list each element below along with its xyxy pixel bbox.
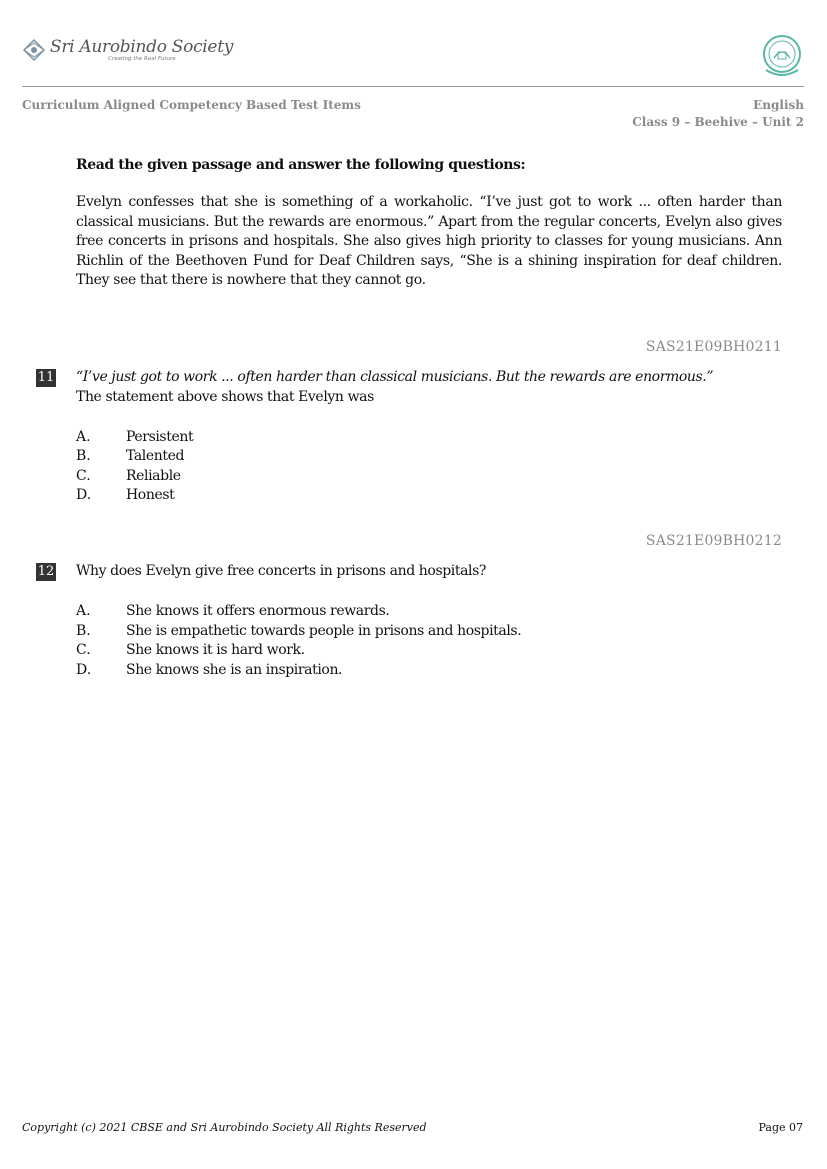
school-emblem-icon — [760, 34, 804, 82]
option-letter: D. — [76, 662, 92, 678]
option-letter: B. — [76, 448, 91, 464]
option-text: She knows she is an inspiration. — [126, 662, 343, 678]
header-divider — [22, 86, 804, 87]
option-text: Talented — [126, 448, 185, 464]
document-series-title: Curriculum Aligned Competency Based Test Items — [22, 98, 361, 112]
question-stem: The statement above shows that Evelyn was — [76, 389, 374, 405]
brand-tagline: Creating the Real Future — [108, 56, 176, 62]
option-text: Reliable — [126, 468, 181, 484]
question-number-badge: 11 — [37, 370, 55, 385]
reading-passage: Evelyn confesses that she is something of a workaholic. “I’ve just got to work ... often harder than classical musicians. But the rewards are enormous.” Apart from the regular concerts, Evelyn also gives free concerts in prisons and hospitals. She also gives high priority to classes for young musicians. Ann Richlin of the Beethoven Fund for Deaf Children says, “She is a shining inspiration for deaf children. They see that there is nowhere that they cannot go. — [76, 194, 782, 288]
option-text: She knows it is hard work. — [126, 642, 305, 658]
question-number-badge: 12 — [37, 564, 55, 579]
option-letter: C. — [76, 468, 91, 484]
school-emblem-logo — [760, 34, 804, 82]
option-letter: B. — [76, 623, 91, 639]
option-letter: D. — [76, 487, 92, 503]
option-text: She is empathetic towards people in prisons and hospitals. — [126, 623, 522, 639]
option-text: She knows it offers enormous rewards. — [126, 603, 390, 619]
sri-aurobindo-society-seal-icon — [22, 38, 46, 62]
page-number: Page 07 — [758, 1121, 803, 1134]
question-quote: “I’ve just got to work ... often harder than classical musicians. But the rewards are enormous.” — [76, 369, 714, 385]
question-code: SAS21E09BH0211 — [645, 339, 782, 355]
question-stem: Why does Evelyn give free concerts in prisons and hospitals? — [76, 563, 487, 579]
sri-aurobindo-society-logo — [22, 37, 234, 66]
option-letter: C. — [76, 642, 91, 658]
option-letter: A. — [76, 603, 91, 619]
instruction-heading: Read the given passage and answer the following questions: — [76, 157, 526, 173]
option-text: Honest — [126, 487, 175, 503]
brand-name: Sri Aurobindo Society — [50, 37, 234, 57]
copyright-notice: Copyright (c) 2021 CBSE and Sri Aurobindo Society All Rights Reserved — [22, 1121, 427, 1134]
option-letter: A. — [76, 429, 91, 445]
option-text: Persistent — [126, 429, 194, 445]
question-code: SAS21E09BH0212 — [645, 533, 782, 549]
class-unit-label: Class 9 – Beehive – Unit 2 — [632, 115, 804, 129]
subject-label: English — [753, 98, 804, 112]
